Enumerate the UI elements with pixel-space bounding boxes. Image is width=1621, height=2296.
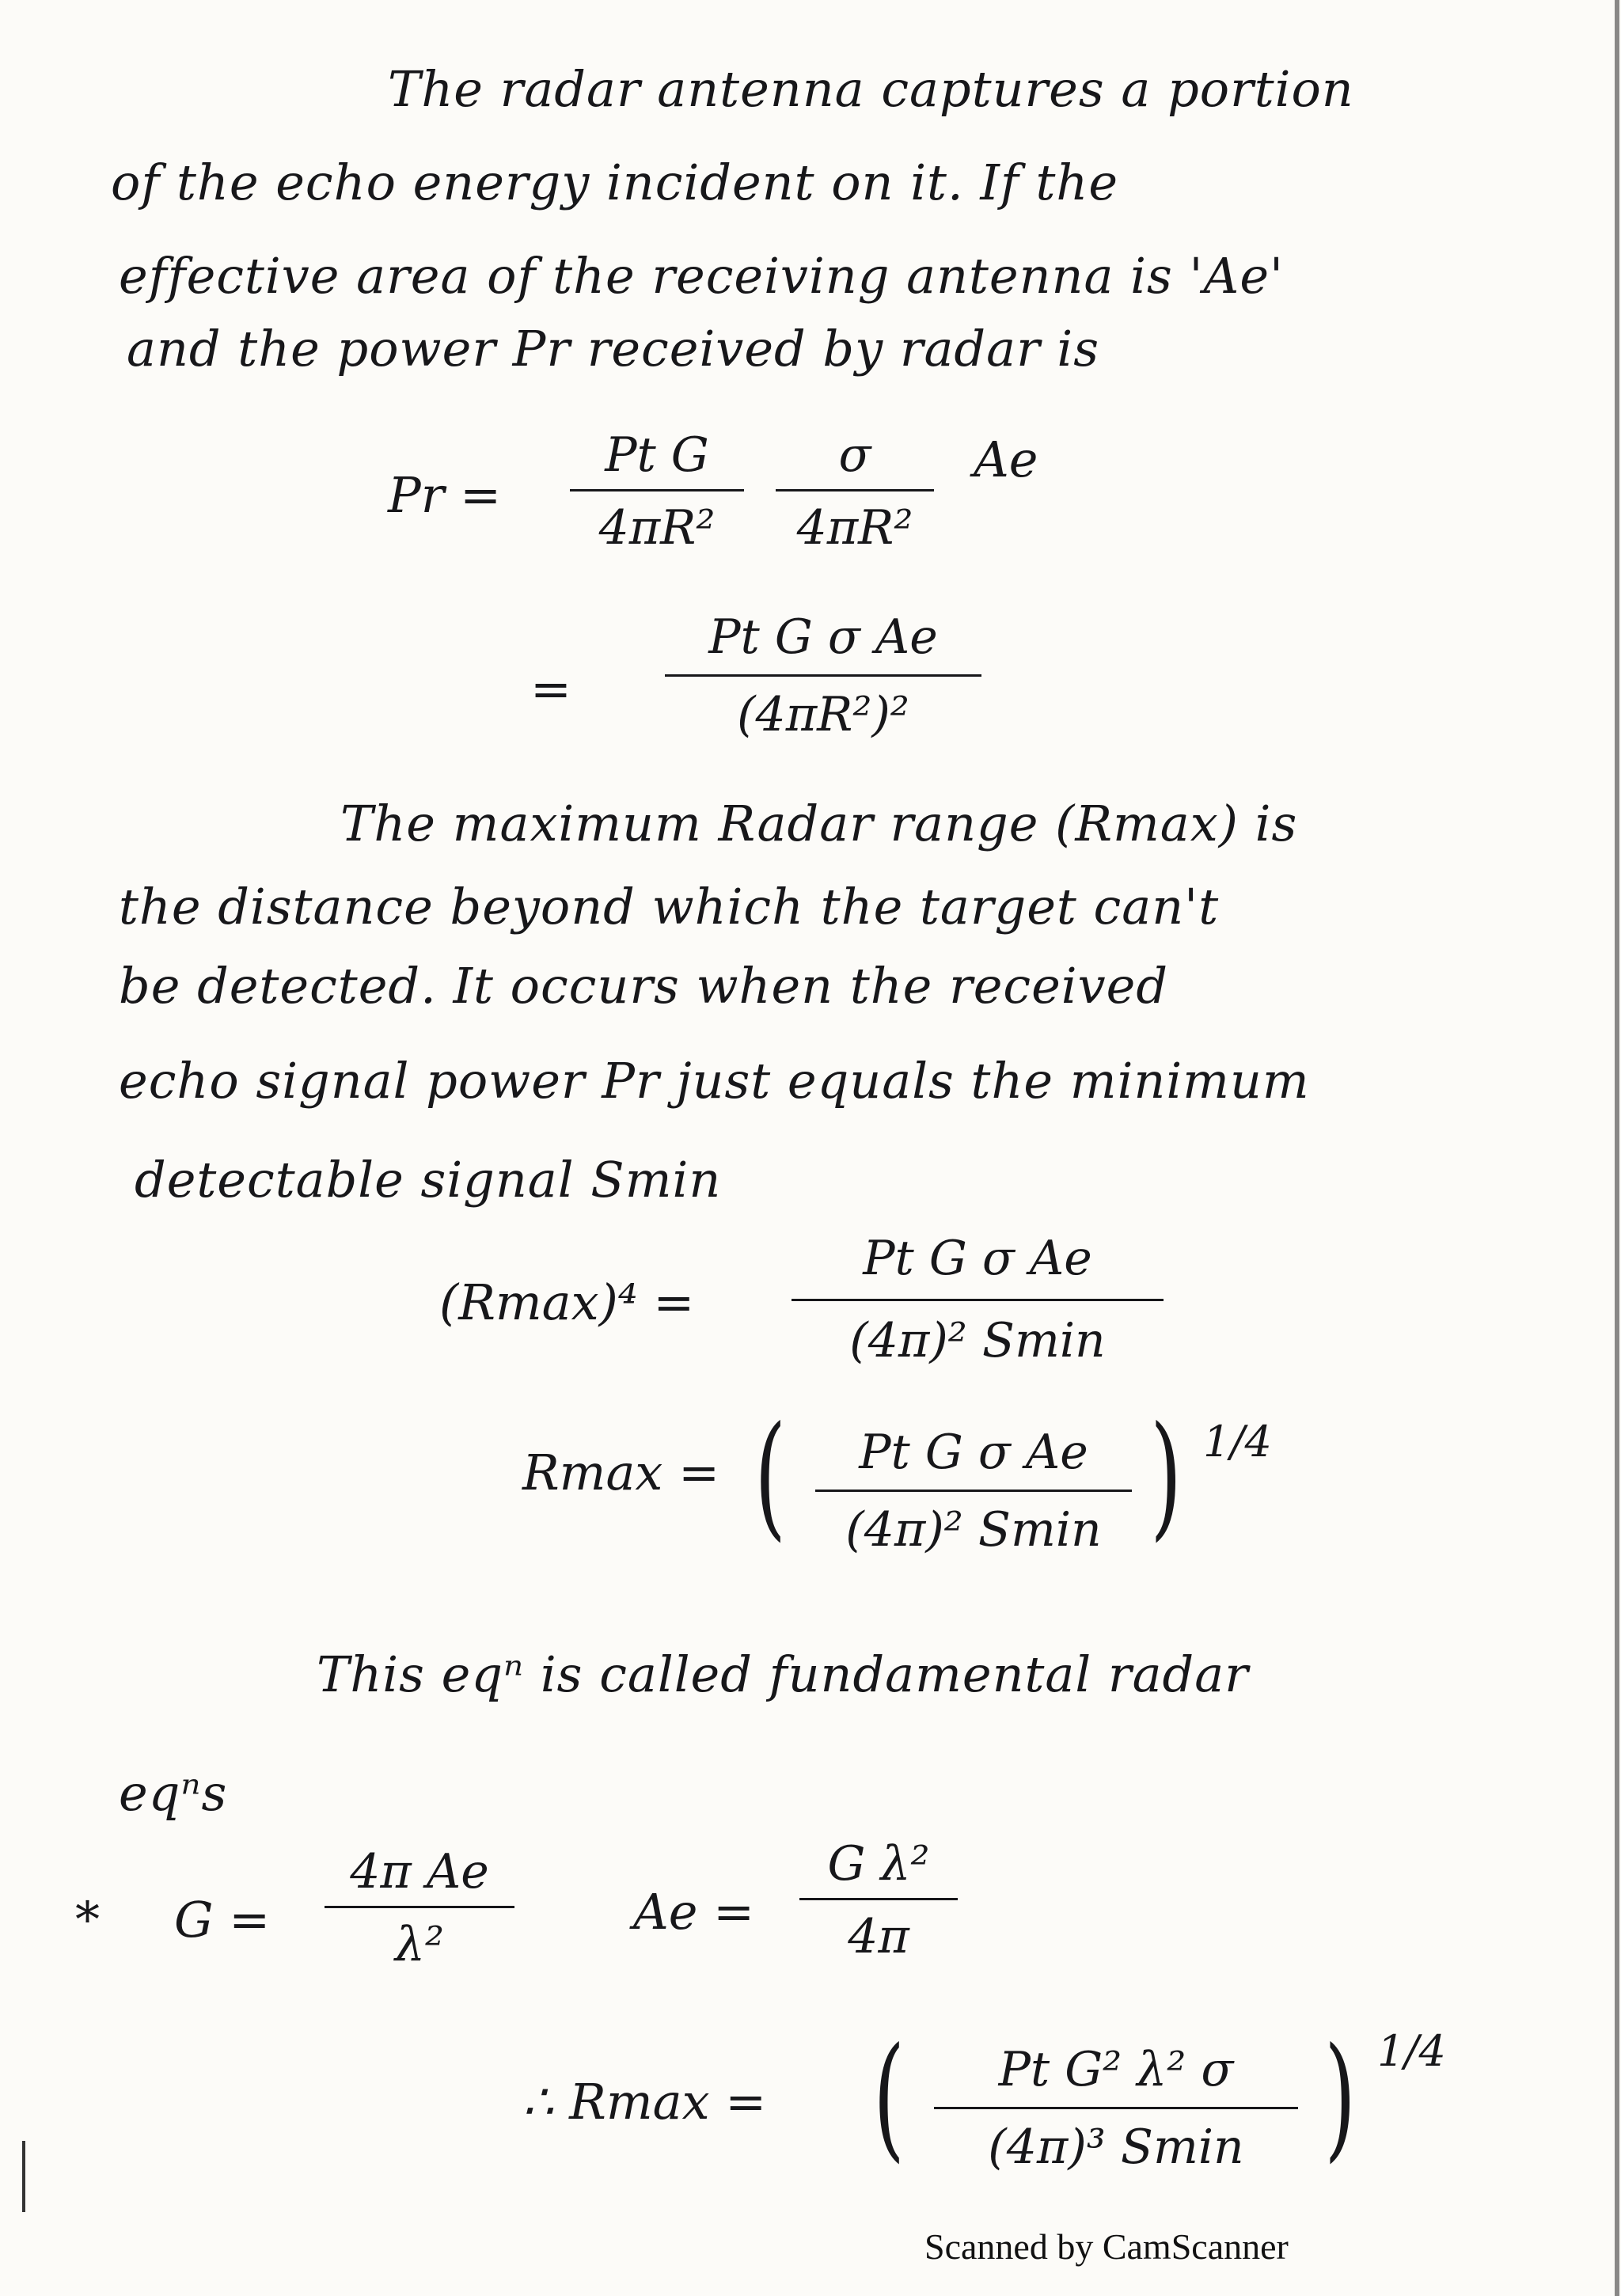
eq1-frac1-denominator: 4πR² [598,500,716,556]
eq5-left-paren: ( [873,2019,905,2176]
eq5-denominator: (4π)³ Smin [988,2120,1244,2175]
eq1-frac3-numerator: Pt G σ Ae [708,609,938,665]
para1-line1: The radar antenna captures a portion [388,60,1354,118]
para2-line4: echo signal power Pr just equals the minimum [119,1052,1310,1110]
eq3-right-paren: ) [1150,1398,1183,1554]
eq5-numerator: Pt G² λ² σ [998,2042,1234,2097]
eq1-equals: = [530,660,571,718]
eq5-right-paren: ) [1324,2019,1357,2176]
eq3-fraction [815,1425,1132,1567]
eq1-frac3-denominator: (4πR²)² [737,687,909,742]
margin-mark [22,2141,25,2212]
eq2-bar [792,1299,1164,1301]
para1-line2: of the echo energy incident on it. If the [111,154,1119,211]
eq3-exponent: 1/4 [1203,1417,1272,1467]
page-edge-shadow [1615,0,1619,2296]
eq2-fraction [792,1231,1164,1373]
para3-line1: This eqⁿ is called fundamental radar [317,1645,1249,1703]
eq4-g-numerator: 4π Ae [350,1844,489,1899]
eq5-lhs: ∴ Rmax = [522,2073,767,2131]
eq2-numerator: Pt G σ Ae [863,1231,1092,1286]
camscanner-watermark: Scanned by CamScanner [924,2226,1289,2267]
eq5-exponent: 1/4 [1377,2026,1446,2076]
eq1-fraction-3 [665,609,981,752]
eq4-g-denominator: λ² [394,1917,445,1972]
eq4-ae-lhs: Ae = [633,1883,755,1941]
eq1-ae: Ae [974,431,1038,488]
eq5-bar [934,2107,1298,2109]
eq4-ae-bar [799,1898,958,1900]
eq3-lhs: Rmax = [522,1444,720,1501]
eq4-ae-denominator: 4π [848,1909,909,1964]
para1-line4: and the power Pr received by radar is [127,320,1100,378]
eq1-frac1-bar [570,489,744,491]
eq1-frac1-numerator: Pt G [605,427,709,483]
eq4-g-fraction [325,1844,514,1979]
eq3-numerator: Pt G σ Ae [859,1425,1088,1480]
eq1-frac2-bar [776,489,934,491]
eq3-bar [815,1490,1132,1492]
eq4-ae-fraction [799,1836,958,1971]
eq4-star: * [75,1891,100,1949]
para2-line5: detectable signal Smin [135,1151,722,1209]
eq1-fraction-2 [776,427,934,562]
para3-line2: eqⁿs [119,1764,228,1822]
eq1-lhs: Pr = [388,466,502,524]
para1-line3: effective area of the receiving antenna is 'Ae' [119,247,1285,305]
para2-line3: be detected. It occurs when the received [119,957,1169,1015]
eq3-left-paren: ( [754,1398,787,1554]
eq4-g-bar [325,1906,514,1908]
eq1-fraction-1 [570,427,744,562]
eq5-fraction [934,2042,1298,2184]
eq2-denominator: (4π)² Smin [849,1313,1106,1368]
eq4-g-lhs: G = [174,1891,271,1949]
para2-line2: the distance beyond which the target can't [119,878,1220,935]
eq1-frac2-numerator: σ [838,427,871,483]
eq1-frac2-denominator: 4πR² [796,500,913,556]
para2-line1: The maximum Radar range (Rmax) is [340,795,1298,852]
eq3-denominator: (4π)² Smin [845,1502,1102,1558]
eq1-frac3-bar [665,674,981,677]
eq2-lhs: (Rmax)⁴ = [439,1273,695,1331]
eq4-ae-numerator: G λ² [827,1836,930,1892]
